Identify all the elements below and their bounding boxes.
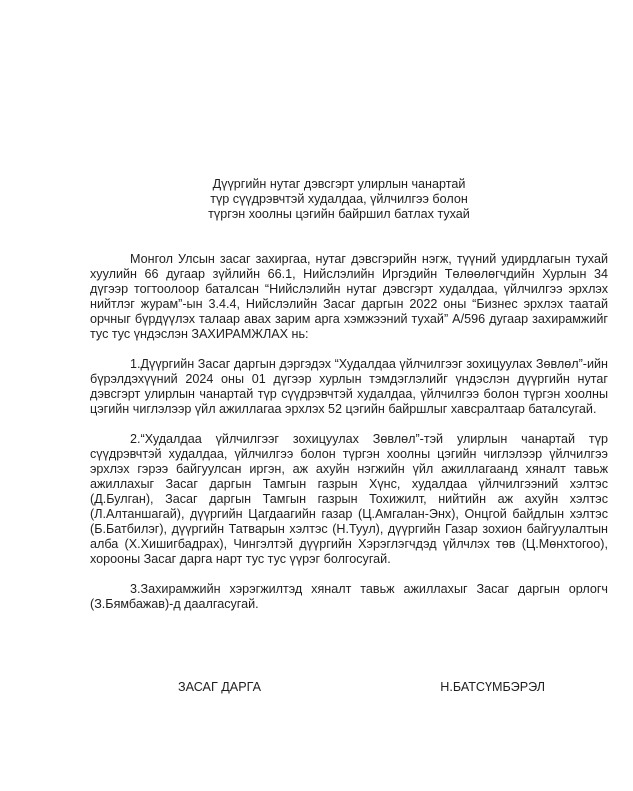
clause-1-paragraph: 1.Дүүргийн Засаг даргын дэргэдэх “Худалдаа үйлчилгээг зохицуулах Зөвлөл”-ийн бүрэлдэхүүний 2024 оны 01 дүгээр хурлын тэмдэглэлийг үндэслэн дүүргийн нутаг дэвсгэрт улирлын чанартай түр сүүдрэвчтэй худалдаа, үйлчилгээ болон түргэн хоолны цэгийн чиглэлээр үйл ажиллагаа эрхлэх 52 цэгийн байршлыг хавсралтаар баталсугай. [90,357,608,416]
signatory-title: ЗАСАГ ДАРГА [178,680,261,694]
document-title [80,177,598,222]
preamble-paragraph: Монгол Улсын засаг захиргаа, нутаг дэвсгэрийн нэгж, түүний удирдлагын тухай хуулийн 66 дугаар зүйлийн 66.1, Нийслэлийн Иргэдийн Төлөөлөгчдийн Хурлын 34 дүгээр тогтоолоор баталсан “Нийслэлийн нутаг дэвсгэрт худалдаа, үйлчилгээ эрхлэх нийтлэг журам”-ын 3.4.4, Нийслэлийн Засаг даргын 2022 оны “Бизнес эрхлэх таатай орчныг бүрдүүлэх талаар авах зарим арга хэмжээний тухай” А/596 дугаар захирамжийг тус тус үндэслэн ЗАХИРАМЖЛАХ нь: [90,252,608,341]
title-line-3: түргэн хоолны цэгийн байршил батлах тухай [208,207,470,221]
title-line-2: түр сүүдрэвчтэй худалдаа, үйлчилгээ болон [210,192,468,206]
title-line-1: Дүүргийн нутаг дэвсгэрт улирлын чанартай [212,177,466,191]
signature-row [90,680,608,695]
clause-2-paragraph: 2.“Худалдаа үйлчилгээг зохицуулах Зөвлөл”-тэй улирлын чанартай түр сүүдрэвчтэй худалдаа, үйлчилгээ болон түргэн хоолны цэгийн чиглэлээр үйлчилгээ эрхлэх гэрээ байгуулсан иргэн, аж ахуйн нэгжийн үйл ажиллагаанд хяналт тавьж ажиллахыг Засаг даргын Тамгын газрын Хүнс, худалдаа үйлчилгээний хэлтэс (Д.Булган), Засаг даргын Тамгын газрын Тохижилт, нийтийн аж ахуйн хэлтэс (Л.Алтаншагай), дүүргийн Цагдаагийн газар (Ц.Амгалан-Энх), Онцгой байдлын хэлтэс (Б.Батбилэг), дүүргийн Татварын хэлтэс (Н.Туул), дүүргийн Газар зохион байгуулалтын алба (Х.Хишигбадрах), Чингэлтэй дүүргийн Хэрэглэгчдэд үйлчлэх төв (Ц.Мөнхтогоо), хорооны Засаг дарга нарт тус тус үүрэг болгосугай. [90,432,608,566]
signatory-name: Н.БАТСҮМБЭРЭЛ [440,680,545,694]
clause-3-paragraph: 3.Захирамжийн хэрэгжилтэд хяналт тавьж ажиллахыг Засаг даргын орлогч (З.Бямбажав)-д даалгасугай. [90,582,608,611]
